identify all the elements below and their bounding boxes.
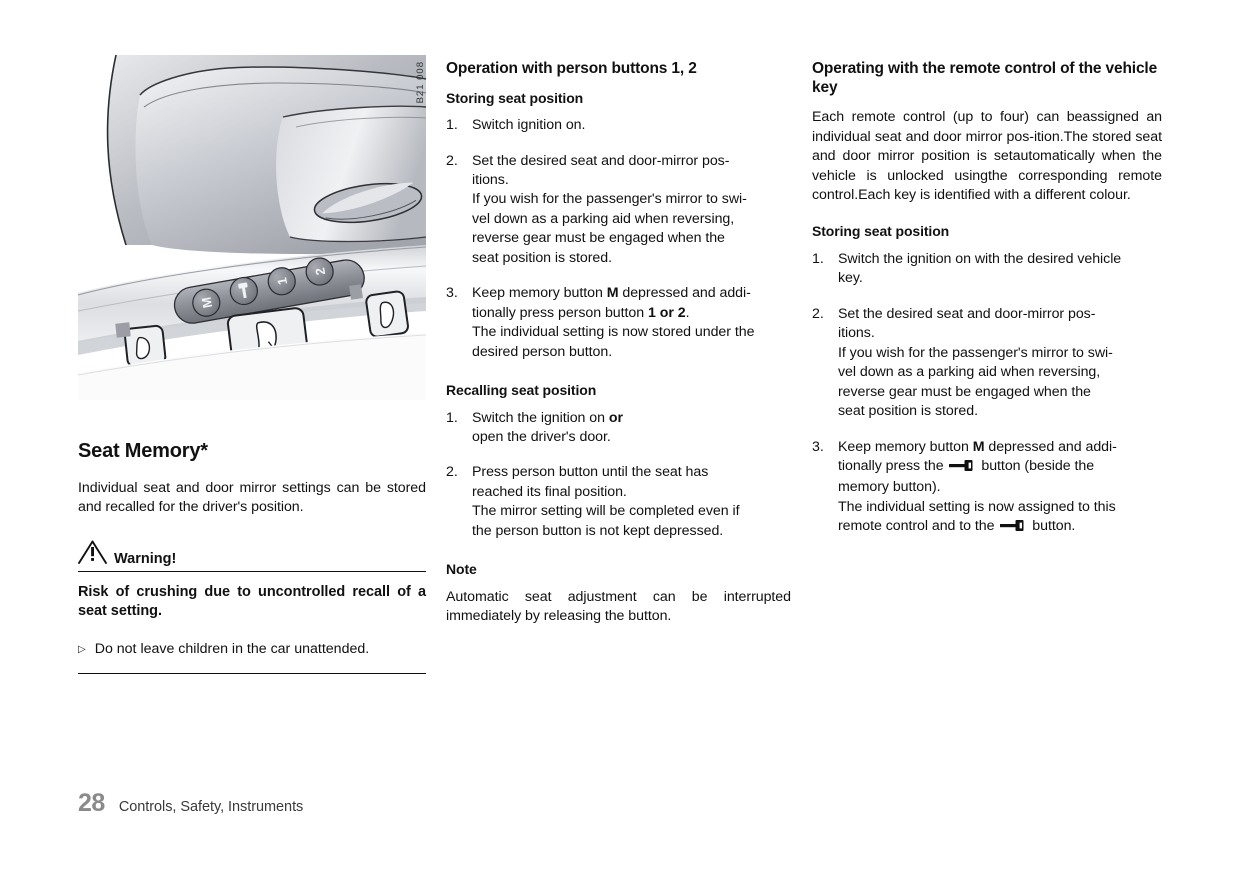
text-line: the person button is not kept depressed. (472, 522, 724, 539)
middle-column (446, 60, 791, 627)
page-footer (78, 789, 303, 818)
text-line: tionally press the button (beside the (838, 457, 1162, 478)
text-line: seat position is stored. (472, 249, 612, 266)
text-line: reached its final position. (472, 483, 627, 500)
step-number: 1. (446, 117, 458, 134)
key-icon (949, 459, 975, 478)
warning-divider-bottom (78, 673, 426, 674)
svg-text:M: M (198, 295, 216, 310)
recalling-seat-position-steps (446, 409, 791, 542)
text-line: The stored seat and door mirror position is set (812, 128, 1162, 165)
text-line: memory button). (838, 479, 941, 496)
subhead-recalling-seat-position: Recalling seat position (446, 382, 597, 399)
seat-memory-intro: Individual seat and door mirror settings can be stored and recalled for the driver's position. (78, 480, 426, 516)
step-number: 1. (812, 250, 824, 267)
text-line: Set the desired seat and door-mirror pos- (472, 152, 730, 169)
warning-bullet-item (78, 640, 426, 659)
text-line: Keep memory button M depressed and addi- (472, 285, 751, 302)
text-line: Set the desired seat and door-mirror pos- (838, 305, 1096, 322)
text-line: The individual setting is now stored under the (472, 324, 755, 341)
warning-triangle-icon (78, 540, 108, 569)
text-line: key. (838, 270, 863, 287)
subhead-storing-seat-position-remote: Storing seat position (812, 223, 950, 240)
text-line: remote control and to the button. (838, 517, 1162, 538)
footer-chapter-label: Controls, Safety, Instruments (118, 799, 304, 815)
step-number: 3. (446, 285, 458, 302)
text-line: vel down as a parking aid when reversing, (838, 364, 1101, 381)
subhead-note: Note (446, 561, 477, 578)
right-column (812, 60, 1162, 539)
warning-body: Risk of crushing due to uncontrolled recall of a seat setting. (78, 583, 426, 620)
warning-label: Warning! (114, 551, 177, 568)
text-line: vel down as a parking aid when reversing, (472, 210, 735, 227)
list-item (446, 152, 791, 269)
list-item (446, 116, 791, 135)
page-number: 28 (78, 789, 105, 817)
step-number: 1. (446, 409, 458, 426)
text-line: itions. (838, 325, 875, 342)
seat-memory-section (78, 440, 426, 674)
list-item (812, 438, 1162, 539)
list-item (446, 463, 791, 541)
svg-text:2: 2 (312, 266, 329, 277)
subhead-storing-seat-position: Storing seat position (446, 89, 584, 106)
middle-column-heading: Operation with person buttons 1, 2 (446, 60, 697, 77)
text-line: assigned an individual seat and door mirror pos- (812, 109, 1162, 145)
text-line: reverse gear must be engaged when the (838, 383, 1091, 400)
warning-header (78, 540, 426, 572)
text-line: ition. (1033, 128, 1064, 145)
right-column-heading: Operating with the remote control of the vehicle key (812, 60, 1158, 96)
note-text: Automatic seat adjustment can be interrupted immediately by releasing the button. (446, 588, 791, 625)
figure-code (408, 61, 426, 131)
text-line: Each remote control (up to four) can be (812, 109, 1083, 126)
text-line: reverse gear must be engaged when the (472, 230, 725, 247)
list-item (446, 409, 791, 448)
storing-seat-position-steps (446, 116, 791, 362)
text-line: The mirror setting will be completed even if (472, 503, 740, 520)
triangle-bullet-icon: ▷ (78, 644, 86, 656)
text-line: Each key is identified with a different colour. (858, 187, 1131, 203)
step-number: 3. (812, 438, 824, 455)
text-line: If you wish for the passenger's mirror to swi- (838, 344, 1113, 361)
text-line: If you wish for the passenger's mirror to swi- (472, 191, 747, 208)
warning-block (78, 540, 426, 674)
step-number: 2. (446, 152, 458, 169)
text-line: open the driver's door. (472, 429, 611, 446)
remote-storing-steps (812, 250, 1162, 539)
text-line: seat position is stored. (838, 403, 978, 420)
warning-bullet-text: Do not leave children in the car unattended. (94, 641, 370, 658)
list-item (812, 250, 1162, 289)
text-line: Switch the ignition on with the desired vehicle (838, 250, 1122, 267)
text-line: Switch the ignition on or (472, 409, 623, 426)
text-line: Press person button until the seat has (472, 464, 709, 481)
text-line: desired person button. (472, 343, 613, 360)
step-number: 2. (446, 464, 458, 481)
page-title: Seat Memory* (78, 440, 208, 462)
list-item (446, 284, 791, 362)
text-line: automatically when the vehicle is unlocked using (812, 148, 1162, 184)
figure-code-text: B21 008 (415, 61, 426, 104)
list-item (812, 305, 1162, 422)
svg-text:1: 1 (274, 276, 291, 287)
text-line: Keep memory button M depressed and addi- (838, 438, 1117, 455)
text-line: The individual setting is now assigned to this (838, 498, 1116, 515)
step-number: 2. (812, 305, 824, 322)
text-line: the corresponding remote control. (812, 167, 1162, 203)
remote-control-intro (812, 108, 1162, 205)
intro-paragraph (812, 108, 1162, 205)
text-line: itions. (472, 172, 509, 188)
key-icon (1000, 519, 1026, 538)
text-line: tionally press person button 1 or 2. (472, 304, 690, 321)
text-line: Switch ignition on. (472, 117, 586, 134)
seat-memory-illustration (78, 55, 426, 400)
